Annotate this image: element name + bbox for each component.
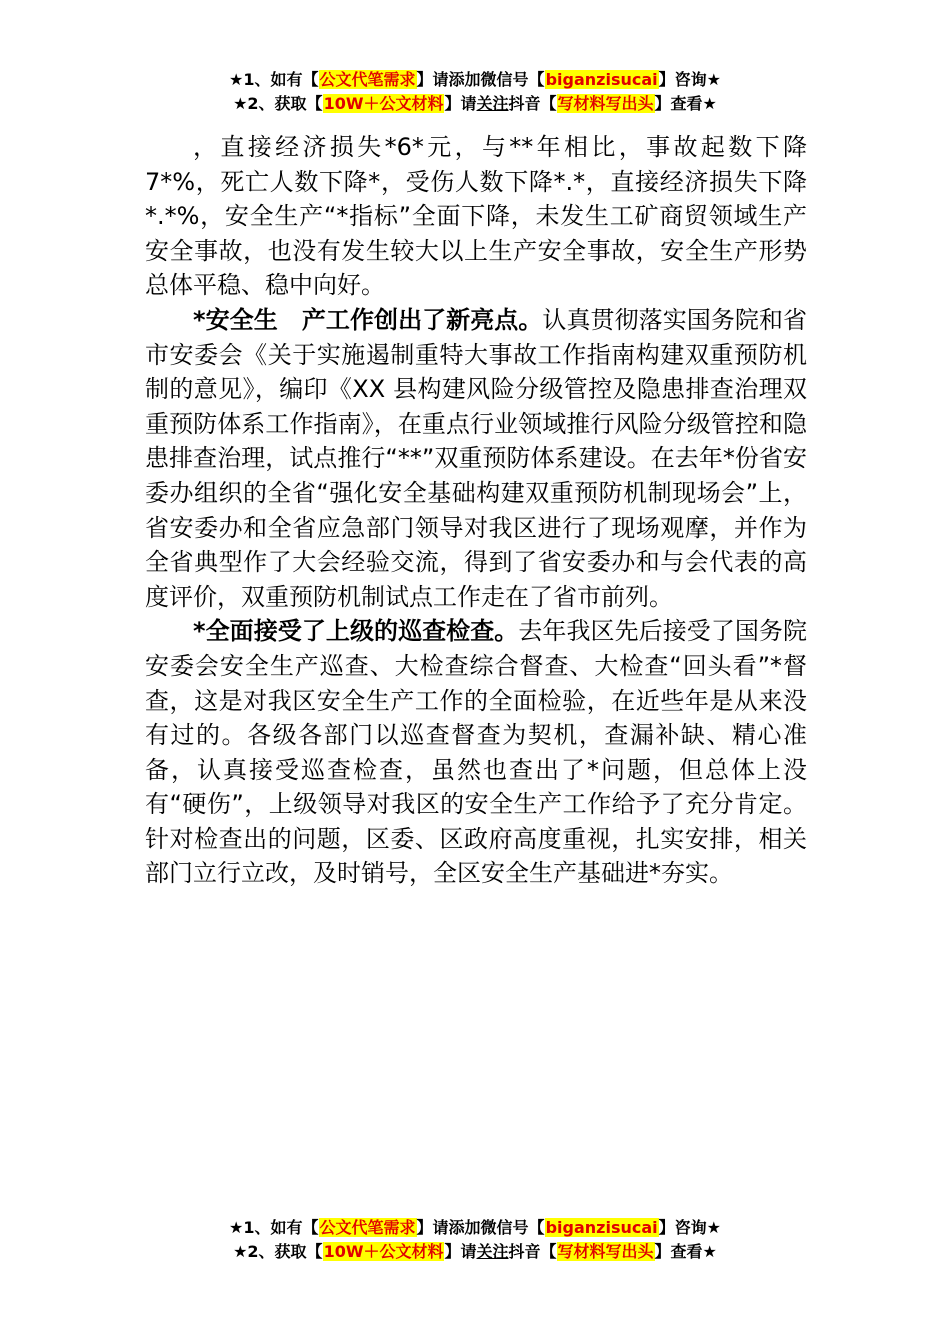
paragraph-lead: *全面接受了上级的巡查检查。 — [193, 617, 519, 646]
banner-text: 添加 — [448, 70, 481, 89]
banner-text: 】请 — [416, 70, 449, 89]
banner-text: ★2、获取【 — [233, 94, 323, 113]
banner-text: 微信号【 — [480, 1218, 545, 1237]
paragraph-text: 认真贯彻落实国务院和省市安委会《关于实施遏制重特大事故工作指南构建双重预防机制的意见》，编印《XX 县构建风险分级管控及隐患排查治理双重预防体系工作指南》，在重点行业领域推行风险分级管控和隐患排查治理，试点推行“**”双重预防体系建设。在去年*份省安委办组织的全省“强化安全基础构建双重预防机制现场会”上，省安委办和全省应急部门领导对我区进行了现场观摩，并作为全省典型作了大会经验交流，得到了省安委办和与会代表的高度评价，双重预防机制试点工作走在了省市前列。 — [145, 305, 807, 611]
paragraph-text: 去年我区先后接受了国务院安委会安全生产巡查、大检查综合督查、大检查“回头看”*督查，这是对我区安全生产工作的全面检验，在近些年是从来没有过的。各级各部门以巡查督查为契机，查漏补缺、精心准备，认真接受巡查检查，虽然也查出了*问题，但总体上没有“硬伤”，上级领导对我区的安全生产工作给予了充分肯定。针对检查出的问题，区委、区政府高度重视，扎实安排，相关部门立行立改，及时销号，全区安全生产基础进*夯实。 — [145, 617, 807, 888]
banner-follow-word: 关注 — [476, 1242, 509, 1261]
paragraph-2 — [145, 303, 807, 614]
banner-text: ★1、如有【 — [229, 1218, 319, 1237]
paragraph-3 — [145, 614, 807, 891]
highlight-service: 公文代笔需求 — [319, 70, 416, 89]
banner-line-1 — [0, 1216, 950, 1240]
banner-text: 】请 — [444, 94, 477, 113]
highlight-douyin[interactable]: 写材料写出头 — [557, 94, 654, 113]
highlight-materials: 10W＋公文材料 — [323, 94, 444, 113]
banner-text: 微信号【 — [480, 70, 545, 89]
paragraph-1 — [145, 130, 807, 303]
banner-text: 抖音【 — [508, 94, 557, 113]
banner-text: 】查看★ — [654, 94, 717, 113]
banner-text: 抖音【 — [508, 1242, 557, 1261]
banner-text: ★1、如有【 — [229, 70, 319, 89]
highlight-materials: 10W＋公文材料 — [323, 1242, 444, 1261]
document-body — [145, 130, 807, 891]
paragraph-lead: *安全生 产工作创出了新亮点。 — [193, 305, 543, 334]
header-banner — [0, 68, 950, 116]
banner-line-2 — [0, 1240, 950, 1264]
highlight-douyin[interactable]: 写材料写出头 — [557, 1242, 654, 1261]
banner-text: 】咨询★ — [658, 70, 721, 89]
highlight-service: 公文代笔需求 — [319, 1218, 416, 1237]
banner-follow-word: 关注 — [476, 94, 509, 113]
paragraph-text: ，直接经济损失*6*元，与**年相比，事故起数下降 7*%，死亡人数下降*，受伤人数下降*.*，直接经济损失下降*.*%，安全生产“*指标”全面下降，未发生工矿商贸领域生产安全事故，也没有发生较大以上生产安全事故，安全生产形势总体平稳、稳中向好。 — [145, 133, 807, 300]
footer-banner — [0, 1216, 950, 1264]
highlight-wechat-id[interactable]: biganzisucai — [545, 1218, 658, 1237]
banner-text: 】查看★ — [654, 1242, 717, 1261]
banner-text: 】请 — [444, 1242, 477, 1261]
banner-text: ★2、获取【 — [233, 1242, 323, 1261]
banner-line-2 — [0, 92, 950, 116]
banner-text: 】请 — [416, 1218, 449, 1237]
banner-text: 添加 — [448, 1218, 481, 1237]
banner-line-1 — [0, 68, 950, 92]
banner-text: 】咨询★ — [658, 1218, 721, 1237]
highlight-wechat-id[interactable]: biganzisucai — [545, 70, 658, 89]
